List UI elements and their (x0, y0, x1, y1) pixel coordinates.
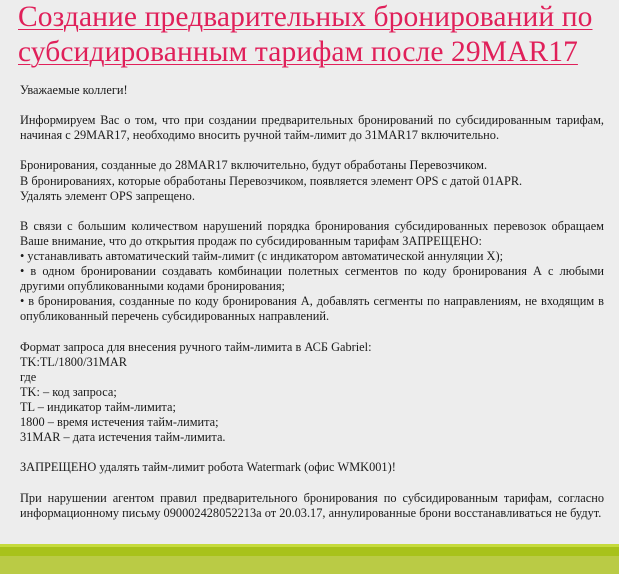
warning-text: ЗАПРЕЩЕНО удалять тайм-лимит робота Watermark (офис WMK001)! (20, 460, 396, 475)
bullet-item: • в бронирования, созданные по коду бронирования А, добавлять сегменты по направлениям, не входящим в опубликованный перечень субсидированных направлений. (20, 294, 604, 324)
bullet-item: • устанавливать автоматический тайм-лимит (с индикатором автоматической аннуляции X); (20, 249, 503, 264)
legend-item: 31MAR – дата истечения тайм-лимита. (20, 430, 226, 445)
page-title[interactable]: Создание предварительных бронирований по субсидированным тарифам после 29MAR17 (18, 1, 593, 68)
paragraph-processed-2: В бронированиях, которые обработаны Перевозчиком, появляется элемент OPS с датой 01APR. (20, 173, 523, 188)
legend-item: TK: – код запроса; (20, 384, 117, 399)
where-label: где (20, 369, 37, 384)
paragraph-processed-3: Удалять элемент OPS запрещено. (20, 188, 195, 203)
greeting: Уважаемые коллеги! (20, 83, 128, 97)
paragraph-final: При нарушении агентом правил предварительного бронирования по субсидированным тарифам, согласно информационному письму 090002428052213a от 20.03.17, аннулированные брони восстанавливаться не будут. (20, 490, 604, 520)
legend-item: 1800 – время истечения тайм-лимита; (20, 415, 219, 430)
paragraph-processed-1: Бронирования, созданные до 28MAR17 включительно, будут обработаны Перевозчиком. (20, 158, 488, 173)
format-example: TK:TL/1800/31MAR (20, 354, 127, 369)
paragraph-intro: Информируем Вас о том, что при создании предварительных бронирований по субсидированным тарифам, начиная с 29MAR17, необходимо вносить ручной тайм-лимит до 31MAR17 включительно. (20, 113, 604, 143)
bullet-item: • в одном бронировании создавать комбинации полетных сегментов по коду бронирования А с любыми другими опубликованными кодами бронирования; (20, 264, 604, 294)
paragraph-prohibited: В связи с большим количеством нарушений порядка бронирования субсидированных перевозок обращаем Ваше внимание, что до открытия продаж по субсидированным тарифам ЗАПРЕЩЕНО: (20, 218, 604, 248)
format-intro: Формат запроса для внесения ручного тайм-лимита в АСБ Gabriel: (20, 339, 372, 354)
footer-bar (0, 544, 619, 574)
notice-body (20, 83, 604, 521)
legend-item: TL – индикатор тайм-лимита; (20, 399, 176, 414)
